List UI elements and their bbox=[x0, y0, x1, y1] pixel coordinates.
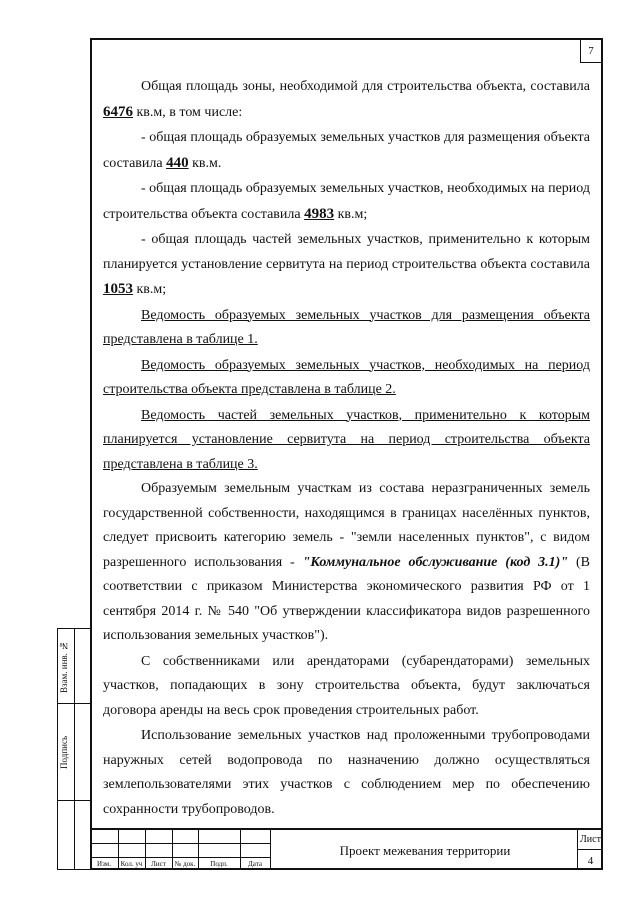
corner-page-number: 7 bbox=[580, 40, 601, 63]
placement-area-value: 440 bbox=[166, 154, 189, 171]
stamp-col-date: Дата bbox=[248, 860, 262, 868]
servitude-area-value: 1053 bbox=[103, 281, 133, 297]
side-stamp bbox=[57, 628, 90, 870]
paragraph-table3-ref: Ведомость частей земельных участков, применительно к которым планируется установление сервитута на период строительства объекта представлена в таблице 3. bbox=[103, 407, 590, 472]
stamp-col-sheet: Лист bbox=[151, 860, 166, 868]
construction-area-value: 4983 bbox=[304, 205, 335, 222]
total-area-value: 6476 bbox=[103, 103, 133, 120]
paragraph-area-construction: - общая площадь образуемых земельных участков, необходимых на период строительства объекта составила 4983 кв.м; bbox=[103, 181, 590, 222]
stamp-col-signature: Подп. bbox=[210, 860, 228, 868]
paragraph-pipelines: Использование земельных участков над проложенными трубопроводами наружных сетей водопровода по назначению должно осуществляться землепользователями этих участков с соблюдением мер по обеспечению сохранности трубопроводов. bbox=[103, 728, 590, 817]
paragraph-table2-ref: Ведомость образуемых земельных участков, необходимых на период строительства объекта представлена в таблице 2. bbox=[103, 357, 590, 397]
paragraph-land-category: Образуемым земельным участкам из состава неразграниченных земель государственной собственности, находящимся в границах населённых пунктов, следует присвоить категорию земель - "земли населенных пунктов", с видом разрешенного использования - "Коммунальное обслуживание (код 3.1)" (В соответствии с приказом Министерства экономического развития РФ от 1 сентября 2014 г. № 540 "Об утверждении классификатора видов разрешенного использования земельных участков"). bbox=[103, 481, 591, 643]
stamp-col-change: Изм. bbox=[97, 860, 111, 868]
sheet-label: Лист bbox=[580, 834, 601, 845]
document-body bbox=[103, 75, 590, 822]
paragraph-area-servitude: - общая площадь частей земельных участков, применительно к которым планируется установление сервитута на период строительства объекта составила 1053 кв.м; bbox=[103, 232, 590, 297]
stamp-col-doc-number: № док. bbox=[174, 860, 196, 868]
sheet-number: 4 bbox=[587, 855, 594, 867]
paragraph-total-area: Общая площадь зоны, необходимой для строительства объекта, составила 6476 кв.м, в том числе: bbox=[103, 79, 590, 120]
title-block bbox=[90, 828, 603, 870]
project-title: Проект межевания территории bbox=[339, 843, 511, 858]
paragraph-lease: С собственниками или арендаторами (субарендаторами) земельных участков, попадающих в зону строительства объекта, будут заключаться договора аренды на весь срок проведения строительных работ. bbox=[103, 653, 590, 718]
side-label-signature: Подпись bbox=[59, 735, 69, 769]
side-label-replacement-inventory: Взам. инв. № bbox=[59, 640, 69, 694]
paragraph-table1-ref: Ведомость образуемых земельных участков для размещения объекта представлена в таблице 1. bbox=[103, 307, 590, 347]
permitted-use-value: "Коммунальное обслуживание (код 3.1)" bbox=[302, 554, 569, 570]
stamp-col-count: Кол. уч bbox=[120, 860, 143, 868]
paragraph-area-placement: - общая площадь образуемых земельных участков для размещения объекта составила 440 кв.м. bbox=[103, 130, 590, 171]
